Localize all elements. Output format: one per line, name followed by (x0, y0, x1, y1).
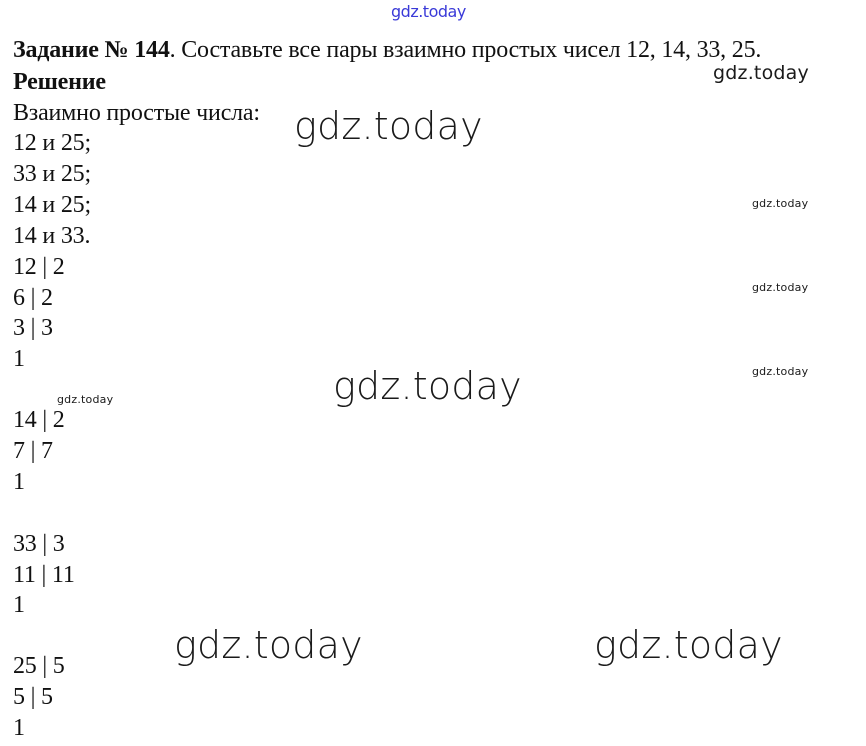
watermark-text: gdz.today (752, 365, 809, 378)
factor-line: 14 | 2 (13, 407, 65, 433)
factor-line: 25 | 5 (13, 653, 65, 679)
task-text: . Составьте все пары взаимно простых чисел 12, 14, 33, 25. (169, 37, 762, 63)
watermark-text: gdz.today (594, 623, 783, 667)
factor-line: 1 (13, 469, 25, 495)
factor-line: 1 (13, 346, 25, 372)
factor-line: 1 (13, 715, 25, 741)
pair-line: 14 и 25; (13, 192, 91, 218)
watermark-text: gdz.today (333, 364, 522, 408)
watermark-text: gdz.today (713, 62, 809, 84)
factor-line: 5 | 5 (13, 684, 53, 710)
solution-intro: Взаимно простые числа: (13, 100, 260, 126)
pair-line: 33 и 25; (13, 161, 91, 187)
watermark-top: gdz.today (391, 2, 466, 21)
watermark-text: gdz.today (174, 623, 363, 667)
watermark-text: gdz.today (752, 281, 809, 294)
factor-line: 6 | 2 (13, 285, 53, 311)
watermark-text: gdz.today (752, 197, 809, 210)
factor-line: 1 (13, 592, 25, 618)
watermark-text: gdz.today (294, 104, 483, 148)
solution-heading: Решение (13, 69, 106, 95)
pair-line: 12 и 25; (13, 130, 91, 156)
task-title: Задание № 144 (13, 37, 170, 63)
factor-line: 3 | 3 (13, 315, 53, 341)
factor-line: 12 | 2 (13, 254, 65, 280)
task-statement (13, 35, 761, 65)
factor-line: 11 | 11 (13, 562, 75, 588)
factor-line: 33 | 3 (13, 531, 65, 557)
pair-line: 14 и 33. (13, 223, 91, 249)
factor-line: 7 | 7 (13, 438, 53, 464)
watermark-text: gdz.today (57, 393, 114, 406)
